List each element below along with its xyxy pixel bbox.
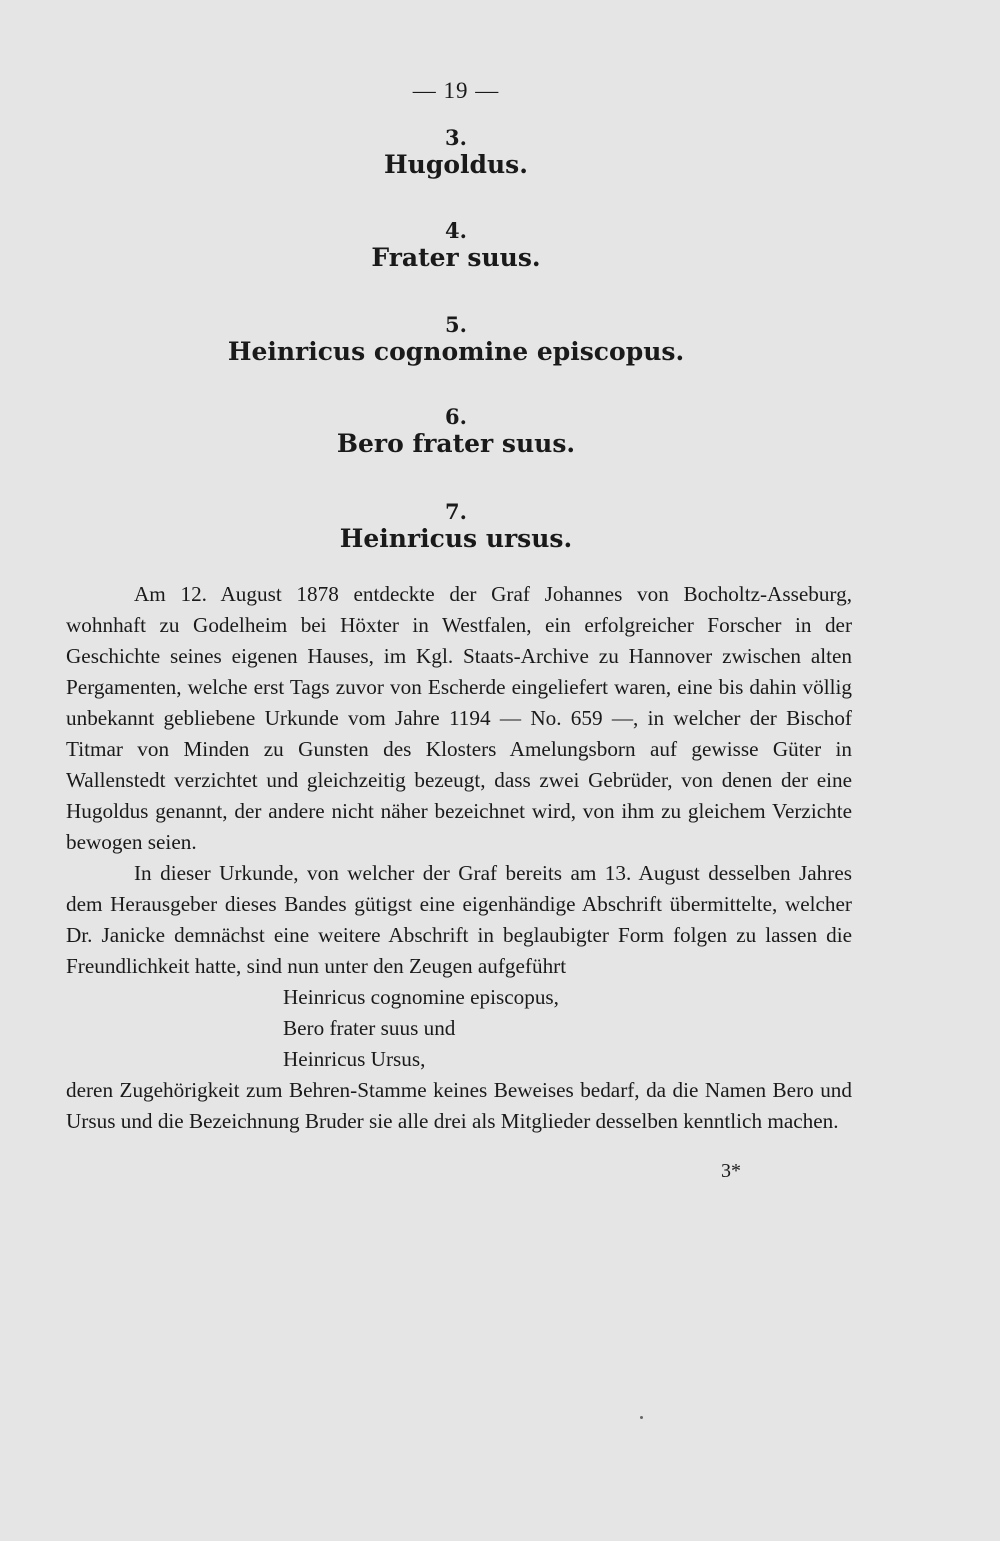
witness-name: Heinricus Ursus, <box>283 1047 426 1071</box>
heading-number: 7. <box>445 499 467 524</box>
heading-title: Heinricus cognomine episcopus. <box>227 337 685 366</box>
heading-3 <box>0 126 912 180</box>
closing-paragraph: deren Zugehörigkeit zum Behren-Stamme keines Beweises bedarf, da die Namen Bero und Ursus und die Bezeichnung Bruder sie alle drei als Mitglieder desselben kenntlich machen. <box>66 1078 852 1133</box>
witness-name: Bero frater suus und <box>283 1016 456 1040</box>
heading-title: Hugoldus. <box>384 150 528 179</box>
page-number: — 19 — <box>412 78 500 103</box>
signature-mark: 3* <box>721 1160 741 1182</box>
heading-number: 5. <box>445 312 467 337</box>
paper-speck <box>640 1416 643 1419</box>
closing-text <box>66 1075 852 1137</box>
heading-number: 4. <box>445 218 467 243</box>
heading-6 <box>0 405 912 459</box>
heading-title: Frater suus. <box>371 243 541 272</box>
heading-title: Heinricus ursus. <box>339 524 573 553</box>
paragraph-1: Am 12. August 1878 entdeckte der Graf Johannes von Bocholtz-Asseburg, wohnhaft zu Godelheim bei Höxter in Westfalen, ein erfolgreicher Forscher in der Geschichte seines eigenen Hauses, im Kgl. Staats-Archive zu Hannover zwischen alten Pergamenten, welche erst Tags zuvor von Escherde eingeliefert waren, eine bis dahin völlig unbekannt gebliebene Urkunde vom Jahre 1194 — No. 659 —, in welcher der Bischof Titmar von Minden zu Gunsten des Klosters Amelungsborn auf gewisse Güter in Wallenstedt verzichtet und gleichzeitig bezeugt, dass zwei Gebrüder, von denen der eine Hugoldus genannt, der andere nicht näher bezeichnet wird, von ihm zu gleichem Verzichte bewogen seien. <box>66 582 852 854</box>
heading-4 <box>0 219 912 273</box>
heading-number: 6. <box>445 404 467 429</box>
witness-name: Heinricus cognomine episcopus, <box>283 985 559 1009</box>
body-text <box>66 579 852 982</box>
heading-title: Bero frater suus. <box>336 429 576 458</box>
heading-7 <box>0 500 912 554</box>
paragraph-2: In dieser Urkunde, von welcher der Graf bereits am 13. August desselben Jahres dem Herausgeber dieses Bandes gütigst eine eigenhändige Abschrift übermittelte, welcher Dr. Janicke demnächst eine weitere Abschrift in beglaubigter Form folgen zu lassen die Freundlichkeit hatte, sind nun unter den Zeugen aufgeführt <box>66 861 852 978</box>
witness-list <box>283 982 559 1075</box>
heading-number: 3. <box>445 125 467 150</box>
heading-5 <box>0 313 912 367</box>
